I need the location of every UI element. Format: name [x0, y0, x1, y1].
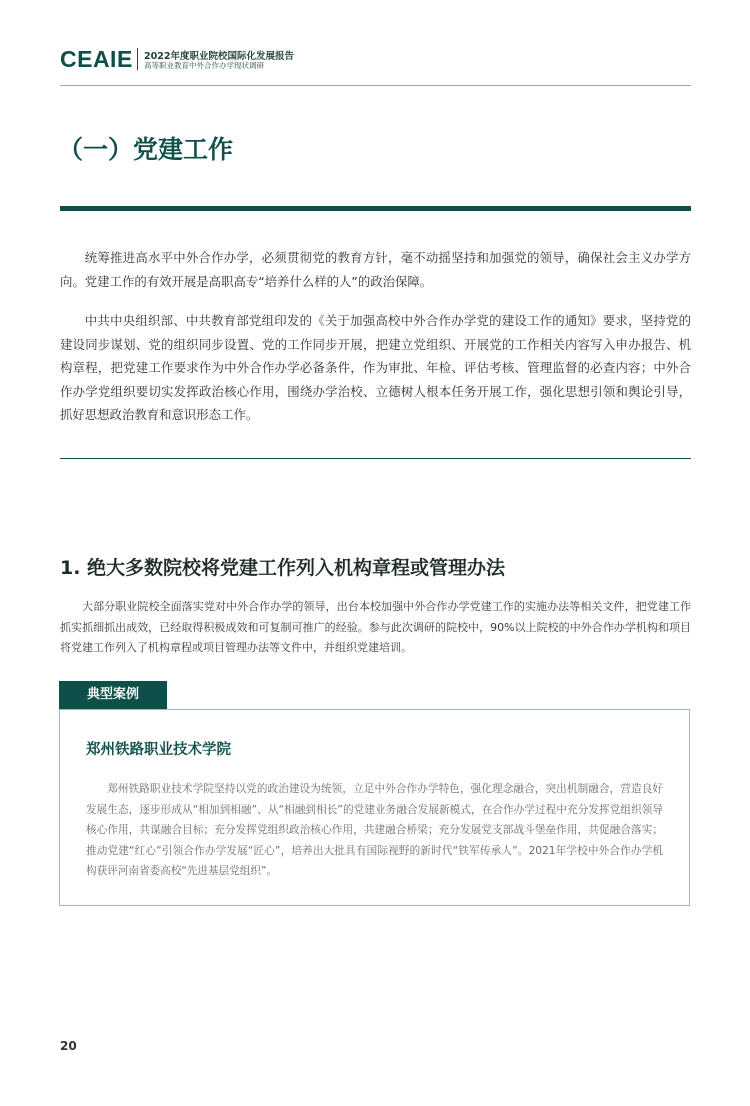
section-title-bar [60, 206, 691, 211]
section-divider [60, 458, 691, 459]
subsection-paragraph: 大部分职业院校全面落实党对中外合作办学的领导，出台本校加强中外合作办学党建工作的实施办法等相关文件，把党建工作抓实抓细抓出成效，已经取得积极成效和可复制可推广的经验。参与此次调研的院校中，90%以上院校的中外合作办学机构和项目将党建工作列入了机构章程或项目管理办法等文件中，并组织党建培训。 [60, 600, 691, 654]
case-title: 郑州铁路职业技术学院 [86, 742, 231, 758]
header-divider [137, 48, 138, 70]
section-paragraph-2: 中共中央组织部、中共教育部党组印发的《关于加强高校中外合作办学党的建设工作的通知》要求，坚持党的建设同步谋划、党的组织同步设置、党的工作同步开展，把建立党组织、开展党的工作相关内容写入申办报告、机构章程，把党建工作要求作为中外合作办学必备条件，作为审批、年检、评估考核、管理监督的必查内容；中外合作办学党组织要切实发挥政治核心作用，围绕办学治校、立德树人根本任务开展工作，强化思想引领和舆论引导，抓好思想政治教育和意识形态工作。 [60, 313, 691, 422]
case-tag: 典型案例 [59, 681, 167, 709]
subsection-title: 1. 绝大多数院校将党建工作列入机构章程或管理办法 [60, 557, 506, 579]
section-paragraph-1: 统筹推进高水平中外合作办学，必须贯彻党的教育方针，毫不动摇坚持和加强党的领导，确保社会主义办学方向。党建工作的有效开展是高职高专“培养什么样的人”的政治保障。 [60, 250, 691, 289]
report-subtitle: 高等职业教育中外合作办学现状调研 [144, 61, 264, 70]
brand-logo: CEAIE [60, 46, 133, 72]
page-number: 20 [60, 1039, 77, 1053]
case-text: 郑州铁路职业技术学院坚持以党的政治建设为统领，立足中外合作办学特色，强化理念融合，突出机制融合，营造良好发展生态，逐步形成从“相加到相融”、从“相融到相长”的党建业务融合发展新模式，在合作办学过程中充分发挥党组织领导核心作用，共谋融合目标；充分发挥党组织政治核心作用，共建融合桥梁；充分发展党支部战斗堡垒作用，共促融合落实；推动党建“红心”引领合作办学发展“匠心”，培养出大批具有国际视野的新时代“铁军传承人”。2021年学校中外合作办学机构获评河南省委高校“先进基层党组织”。 [86, 783, 663, 877]
section-title: （一）党建工作 [58, 135, 234, 164]
header-rule [60, 85, 691, 86]
report-title: 2022年度职业院校国际化发展报告 [144, 51, 294, 62]
